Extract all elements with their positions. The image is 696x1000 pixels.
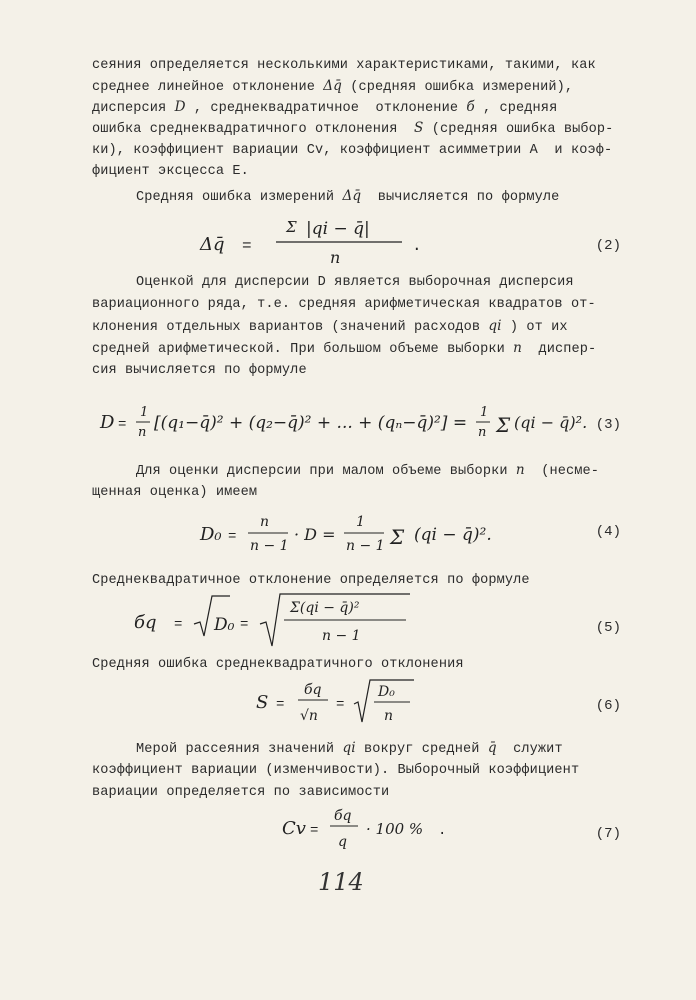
svg-text:· D =: · D = bbox=[294, 525, 336, 544]
svg-text:=: = bbox=[228, 529, 237, 545]
page-number: 114 bbox=[318, 868, 364, 896]
svg-text:=: = bbox=[240, 617, 249, 633]
svg-text:√n: √n bbox=[300, 708, 318, 724]
svg-text:|qi − q̄|: |qi − q̄| bbox=[306, 219, 370, 239]
svg-text:Cv: Cv bbox=[282, 818, 306, 839]
svg-text:D₀: D₀ bbox=[214, 615, 235, 635]
svg-text:1: 1 bbox=[356, 514, 365, 530]
formula-4 bbox=[196, 504, 536, 566]
text-line-5: ки), коэффициент вариации Cv, коэффициент асимметрии A и коэф- bbox=[92, 143, 613, 158]
symbol-s: S bbox=[414, 120, 424, 136]
svg-text:бq: бq bbox=[334, 808, 352, 824]
symbol-dispersion: D bbox=[174, 99, 186, 115]
text-line-14: щенная оценка) имеем bbox=[92, 485, 258, 500]
svg-text:=: = bbox=[242, 237, 252, 255]
svg-text:=: = bbox=[174, 617, 183, 633]
formula-3 bbox=[96, 392, 588, 452]
svg-text:бq: бq bbox=[134, 612, 157, 633]
svg-text:n: n bbox=[384, 708, 394, 724]
text-line-3: дисперсия D , среднеквадратичное отклонение б , средняя bbox=[92, 99, 558, 116]
symbol-sigma: б bbox=[466, 99, 475, 115]
text-line-8: Оценкой для дисперсии D является выборочная дисперсия bbox=[136, 275, 574, 290]
text-line-4: ошибка среднеквадратичного отклонения S (средняя ошибка выбор- bbox=[92, 120, 614, 137]
formula-2 bbox=[190, 208, 450, 270]
text-line-7: Средняя ошибка измерений Δq̄ вычисляется по формуле bbox=[136, 188, 560, 205]
formula-number-3: (3) bbox=[595, 417, 621, 433]
text-line-2: среднее линейное отклонение Δq̄ (средняя ошибка измерений), bbox=[92, 78, 574, 95]
formula-number-7: (7) bbox=[595, 826, 621, 842]
svg-text:бq: бq bbox=[304, 682, 322, 698]
svg-text:[(q₁−q̄)² + (q₂−q̄)² + ... + (: [(q₁−q̄)² + (q₂−q̄)² + ... + (qₙ−q̄)²] = bbox=[154, 413, 468, 433]
svg-text:Δq̄: Δq̄ bbox=[200, 234, 225, 255]
svg-text:=: = bbox=[336, 697, 345, 713]
text-line-15: Среднеквадратичное отклонение определяется по формуле bbox=[92, 573, 530, 588]
text-line-19: вариации определяется по зависимости bbox=[92, 785, 390, 800]
svg-text:n: n bbox=[330, 248, 341, 267]
svg-text:n: n bbox=[260, 514, 270, 530]
svg-text:.: . bbox=[438, 823, 447, 839]
svg-text:n − 1: n − 1 bbox=[346, 538, 385, 554]
svg-text:=: = bbox=[118, 417, 127, 433]
svg-text:Σ: Σ bbox=[286, 218, 297, 236]
svg-text:D₀: D₀ bbox=[378, 684, 395, 700]
svg-text:=: = bbox=[310, 823, 319, 839]
text-line-16: Средняя ошибка среднеквадратичного отклонения bbox=[92, 657, 464, 672]
svg-text:1: 1 bbox=[140, 405, 149, 420]
formula-number-6: (6) bbox=[595, 698, 621, 714]
svg-text:Σ: Σ bbox=[390, 525, 405, 549]
formula-7 bbox=[274, 802, 474, 858]
svg-text:Σ(qi − q̄)²: Σ(qi − q̄)² bbox=[290, 600, 360, 616]
text-line-11: средней арифметической. При большом объеме выборки n диспер- bbox=[92, 340, 597, 357]
svg-text:D₀: D₀ bbox=[200, 524, 222, 545]
text-line-13: Для оценки дисперсии при малом объеме выборки n (несме- bbox=[136, 462, 600, 479]
svg-text:n: n bbox=[138, 425, 147, 440]
svg-text:n − 1: n − 1 bbox=[250, 538, 289, 554]
svg-text:· 100 %: · 100 % bbox=[366, 820, 424, 838]
text-line-10: клонения отдельных вариантов (значений расходов qi ) от их bbox=[92, 318, 568, 335]
text-line-6: фициент эксцесса E. bbox=[92, 164, 249, 179]
text-line-9: вариационного ряда, т.е. средняя арифметическая квадратов от- bbox=[92, 297, 596, 312]
svg-text:Σ: Σ bbox=[496, 413, 511, 437]
svg-text:D: D bbox=[100, 412, 115, 433]
svg-text:(qi − q̄)².: (qi − q̄)². bbox=[414, 525, 492, 545]
formula-number-4: (4) bbox=[595, 524, 621, 540]
formula-number-5: (5) bbox=[595, 620, 621, 636]
text-line-17: Мерой рассеяния значений qi вокруг средней q̄ служит bbox=[136, 740, 563, 757]
svg-text:(qi − q̄)².: (qi − q̄)². bbox=[514, 413, 588, 432]
formula-6 bbox=[246, 674, 446, 734]
svg-text:S: S bbox=[256, 692, 269, 713]
svg-text:1: 1 bbox=[480, 405, 489, 420]
symbol-mean-error: Δq̄ bbox=[323, 78, 342, 94]
svg-text:n: n bbox=[478, 425, 487, 440]
formula-number-2: (2) bbox=[595, 238, 621, 254]
text-line-18: коэффициент вариации (изменчивости). Выборочный коэффициент bbox=[92, 763, 580, 778]
svg-text:q: q bbox=[338, 834, 347, 850]
formula-5 bbox=[130, 588, 450, 654]
svg-text:n − 1: n − 1 bbox=[322, 628, 361, 644]
svg-text:.: . bbox=[412, 237, 422, 255]
text-line-1: сеяния определяется несколькими характеристиками, такими, как bbox=[92, 58, 596, 73]
svg-text:=: = bbox=[276, 697, 285, 713]
text-line-12: сия вычисляется по формуле bbox=[92, 363, 307, 378]
